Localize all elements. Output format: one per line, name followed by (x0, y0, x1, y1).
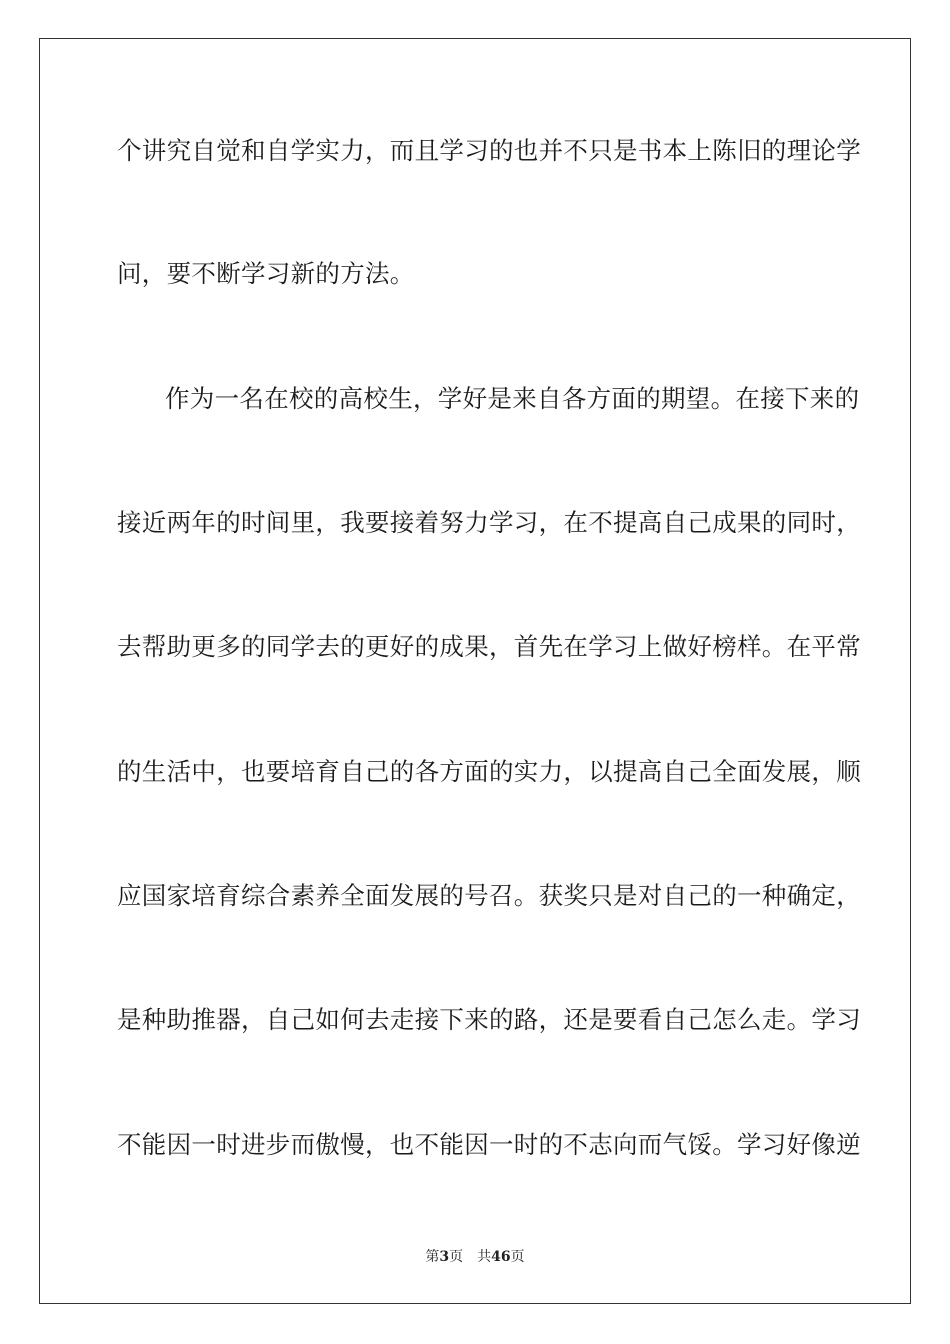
text-line-9: 不能因一时进步而傲慢，也不能因一时的不志向而气馁。学习好像逆 (117, 1130, 861, 1159)
text-line-5: 去帮助更多的同学去的更好的成果，首先在学习上做好榜样。在平常 (117, 632, 861, 661)
page-prefix: 第 (425, 1249, 440, 1265)
text-line-1: 个讲究自觉和自学实力，而且学习的也并不只是书本上陈旧的理论学 (117, 136, 861, 165)
text-line-4: 接近两年的时间里，我要接着努力学习，在不提高自己成果的同时， (117, 508, 861, 537)
page-suffix: 页 (449, 1249, 464, 1265)
text-line-2: 问，要不断学习新的方法。 (117, 259, 415, 288)
text-line-6: 的生活中，也要培育自己的各方面的实力，以提高自己全面发展，顺 (117, 757, 861, 786)
text-line-7: 应国家培育综合素养全面发展的号召。获奖只是对自己的一种确定， (117, 881, 861, 910)
page-footer (0, 1248, 950, 1266)
text-line-8: 是种助推器，自己如何去走接下来的路，还是要看自己怎么走。学习 (117, 1005, 861, 1034)
total-pages: 46 (491, 1249, 511, 1265)
text-line-3: 作为一名在校的高校生，学好是来自各方面的期望。在接下来的 (165, 384, 860, 413)
page-border (39, 38, 911, 1304)
total-prefix: 共 (477, 1249, 492, 1265)
total-suffix: 页 (510, 1249, 525, 1265)
page-number: 3 (439, 1249, 450, 1265)
